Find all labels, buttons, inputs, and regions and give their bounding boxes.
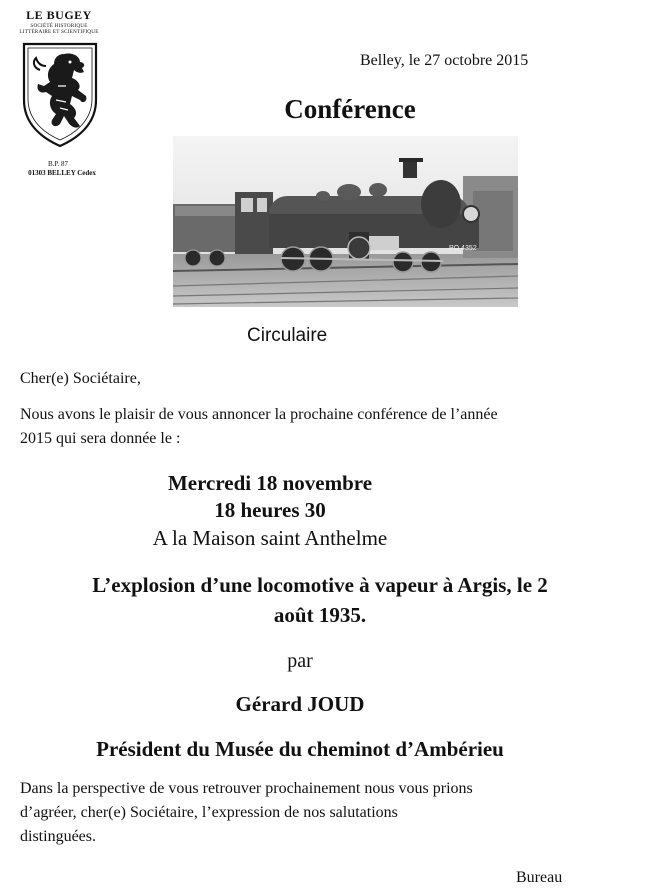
- postal-address: 01303 BELLEY Cedex: [28, 169, 96, 177]
- talk-title: [20, 570, 620, 630]
- event-date: Mercredi 18 novembre: [167, 471, 373, 495]
- organization-subtitle-line-2: LITTÉRAIRE ET SCIENTIFIQUE: [19, 29, 99, 35]
- intro-line: Nous avons le plaisir de vous annoncer la prochaine conférence de l’année: [20, 406, 498, 423]
- closing-line: d’agréer, cher(e) Sociétaire, l’expression de nos salutations: [20, 804, 398, 821]
- document-title: Conférence: [284, 94, 416, 124]
- intro-line: 2015 qui sera donnée le :: [20, 430, 181, 447]
- locomotive-number: PO 4352: [449, 245, 477, 252]
- closing-paragraph: [20, 777, 620, 849]
- closing-line: distinguées.: [20, 828, 96, 845]
- event-location: A la Maison saint Anthelme: [152, 526, 388, 550]
- event-time: 18 heures 30: [214, 498, 326, 522]
- circular-label: Circulaire: [247, 325, 328, 346]
- greeting: Cher(e) Sociétaire,: [20, 370, 141, 387]
- organization-name: LE BUGEY: [26, 8, 92, 22]
- talk-title-line: L’explosion d’une locomotive à vapeur à Argis, le 2: [92, 573, 548, 597]
- closing-line: Dans la perspective de vous retrouver prochainement nous vous prions: [20, 780, 473, 797]
- dateline: Belley, le 27 octobre 2015: [360, 52, 529, 69]
- organization-subtitle: [14, 23, 104, 35]
- steam-locomotive-photo: [173, 136, 518, 307]
- organization-subtitle-line-1: SOCIÉTÉ HISTORIQUE: [30, 23, 88, 29]
- speaker-role: Président du Musée du cheminot d’Ambérieu: [96, 737, 504, 761]
- postal-box: B.P. 87: [47, 160, 69, 168]
- by-label: par: [287, 650, 313, 672]
- talk-title-line: août 1935.: [273, 603, 367, 627]
- intro-paragraph: [20, 403, 620, 451]
- signature: Bureau: [516, 869, 563, 886]
- speaker-name: Gérard JOUD: [235, 692, 365, 716]
